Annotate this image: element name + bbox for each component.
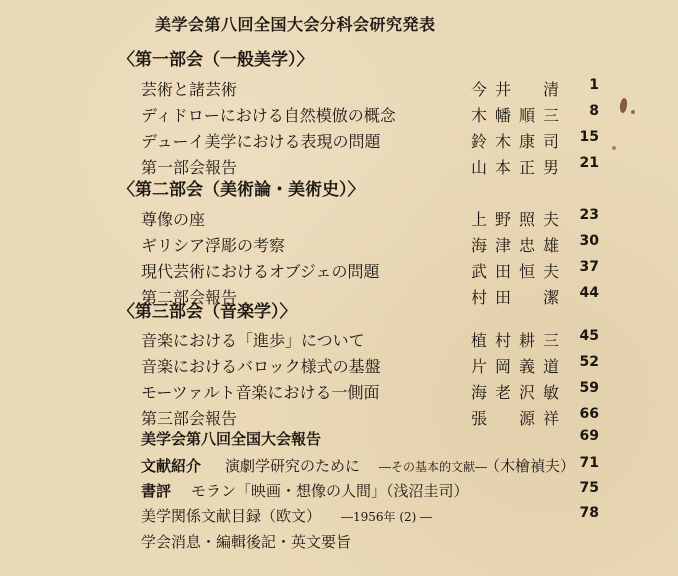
entry-page: 1 (589, 77, 599, 93)
review-label: 書評 (141, 482, 172, 500)
bibliography-label: 美学関係文献目録（欧文） (141, 507, 322, 525)
entry-title: 音楽における「進歩」について (141, 331, 365, 350)
toc-entry (141, 233, 599, 257)
entry-title: デューイ美学における表現の問題 (141, 132, 381, 151)
literature-introduction-label: 文献紹介 (141, 457, 202, 475)
entry-title: 音楽におけるバロック様式の基盤 (141, 357, 381, 376)
entry-title: 芸術と諸芸術 (141, 80, 238, 99)
bibliography-page: 78 (579, 505, 599, 521)
entry-author: 海老沢敏 (471, 383, 568, 402)
entry-page: 23 (579, 207, 599, 223)
entry-page: 8 (589, 103, 599, 119)
ink-stain (612, 146, 616, 150)
entry-page: 15 (579, 129, 599, 145)
entry-page: 52 (579, 354, 599, 370)
entry-author: 村田 潔 (471, 288, 568, 307)
entry-page: 44 (579, 285, 599, 301)
society-news-label: 学会消息・編輯後記・英文要旨 (141, 533, 352, 551)
review-page: 75 (579, 480, 599, 496)
page-title: 美学会第八回全国大会分科会研究発表 (155, 15, 436, 34)
entry-title: ディドローにおける自然模倣の概念 (141, 106, 396, 125)
literature-introduction-entry (141, 455, 599, 479)
entry-page: 45 (579, 328, 599, 344)
toc-entry (141, 129, 599, 153)
toc-entry (141, 77, 599, 101)
entry-title: モーツァルト音楽における一側面 (141, 383, 380, 402)
section-heading-1: 〈第一部会（一般美学）〉 (118, 50, 314, 70)
bibliography-entry (141, 505, 599, 529)
entry-page: 59 (579, 380, 599, 396)
toc-entry (141, 103, 599, 127)
entry-page: 30 (579, 233, 599, 249)
entry-author: 木幡順三 (471, 106, 568, 125)
entry-author: 今井 清 (471, 80, 568, 99)
entry-title: 第三部会報告 (141, 409, 238, 428)
toc-entry (141, 207, 599, 231)
entry-title: ギリシア浮彫の考察 (141, 236, 286, 255)
entry-author: 張 源祥 (471, 409, 568, 428)
entry-title: 尊像の座 (141, 210, 206, 229)
entry-page: 21 (579, 155, 599, 171)
conference-report-label: 美学会第八回全国大会報告 (141, 430, 322, 448)
entry-author: 鈴木康司 (471, 132, 568, 151)
ink-stain (631, 110, 635, 114)
literature-introduction-author: （木檜禎夫） (485, 457, 576, 475)
entry-author: 武田恒夫 (471, 262, 568, 281)
literature-introduction-text: 演劇学研究のために (225, 457, 361, 475)
review-text: モラン「映画・想像の人間」（浅沼圭司） (191, 482, 469, 500)
entry-author: 上野照夫 (471, 210, 568, 229)
entry-author: 片岡義道 (471, 357, 568, 376)
toc-entry (141, 380, 599, 404)
entry-page: 37 (579, 259, 599, 275)
section-heading-3: 〈第三部会（音楽学）〉 (118, 302, 297, 322)
section-heading-2: 〈第二部会（美術論・美術史）〉 (118, 180, 365, 200)
toc-entry (141, 354, 599, 378)
society-news-entry (141, 531, 599, 555)
entry-title: 第二部会報告 (141, 288, 238, 307)
ink-stain (619, 98, 628, 114)
review-entry (141, 480, 599, 504)
bibliography-subtext: ―1956年 (2) ― (341, 510, 433, 524)
entry-author: 植村耕三 (471, 331, 568, 350)
entry-title: 現代芸術におけるオブジェの問題 (141, 262, 380, 281)
entry-author: 海津忠雄 (471, 236, 568, 255)
conference-report-entry (141, 428, 599, 452)
literature-introduction-page: 71 (579, 455, 599, 471)
toc-entry (141, 406, 599, 430)
entry-author: 山本正男 (471, 158, 568, 177)
conference-report-page: 69 (579, 428, 599, 444)
toc-entry (141, 328, 599, 352)
literature-introduction-subtext: ―その基本的文献― (379, 460, 488, 474)
entry-title: 第一部会報告 (141, 158, 238, 177)
entry-page: 66 (579, 406, 599, 422)
toc-entry (141, 259, 599, 283)
